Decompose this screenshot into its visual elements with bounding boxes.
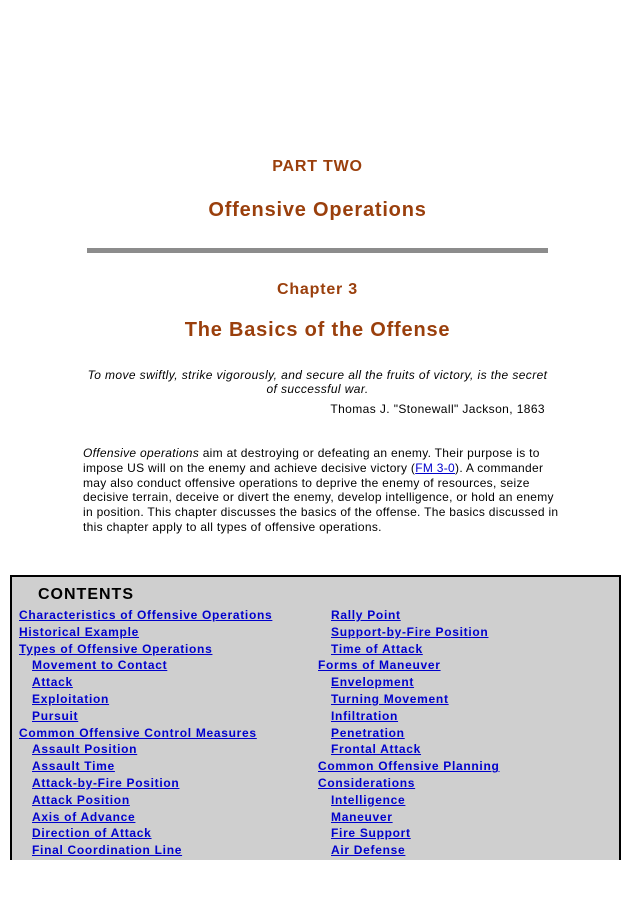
- toc-link[interactable]: Common Offensive Planning: [318, 759, 500, 774]
- intro-lead: Offensive operations: [83, 446, 200, 460]
- toc-link[interactable]: Turning Movement: [331, 691, 449, 706]
- toc-link[interactable]: Movement to Contact: [32, 658, 168, 673]
- toc-link[interactable]: Intelligence: [331, 792, 406, 807]
- contents-box: [10, 575, 621, 860]
- toc-link[interactable]: Maneuver: [331, 809, 393, 824]
- toc-link[interactable]: Support-by-Fire Position: [331, 624, 489, 639]
- toc-link[interactable]: Types of Offensive Operations: [19, 641, 213, 656]
- contents-heading: CONTENTS: [38, 586, 134, 603]
- toc-link[interactable]: Time of Attack: [331, 641, 423, 656]
- toc-link[interactable]: Attack: [32, 675, 73, 690]
- toc-link[interactable]: Penetration: [331, 725, 405, 740]
- toc-link[interactable]: Direction of Attack: [32, 826, 152, 841]
- toc-link[interactable]: Assault Position: [32, 742, 138, 757]
- toc-link[interactable]: Infiltration: [331, 708, 399, 723]
- toc-link[interactable]: Frontal Attack: [331, 742, 422, 757]
- fm-3-0-link[interactable]: FM 3-0: [415, 460, 456, 475]
- toc-link[interactable]: Common Offensive Control Measures: [19, 725, 257, 740]
- part-title: Offensive Operations: [208, 199, 427, 221]
- toc-link[interactable]: Considerations: [318, 775, 416, 790]
- toc-link[interactable]: Assault Time: [32, 759, 115, 774]
- toc-link[interactable]: Fire Support: [331, 826, 411, 841]
- toc-link[interactable]: Axis of Advance: [32, 809, 136, 824]
- intro-text-1: aim at destroying or defeating an enemy. Their purpose is to impose US will on the enemy and achieve decisive victory (: [83, 446, 540, 475]
- intro-text-2: ). A commander may also conduct offensive operations to deprive the enemy of resources, seize decisive terrain, deceive or divert the enemy, develop intelligence, or hold an enemy in position. This chapter discusses the basics of the offense. The basics discussed in this chapter apply to all types of offensive operations.: [83, 460, 559, 534]
- toc-link[interactable]: Envelopment: [331, 675, 415, 690]
- epigraph-attribution: Thomas J. "Stonewall" Jackson, 1863: [330, 402, 545, 416]
- epigraph-quote: To move swiftly, strike vigorously, and secure all the fruits of victory, is the secret of successful war.: [87, 368, 548, 396]
- toc-link[interactable]: Attack Position: [32, 792, 130, 807]
- toc-link[interactable]: Characteristics of Offensive Operations: [19, 608, 273, 622]
- contents-left-column: [19, 607, 272, 859]
- divider-rule: [87, 248, 548, 253]
- toc-link[interactable]: Rally Point: [331, 608, 401, 622]
- toc-link[interactable]: Pursuit: [32, 708, 79, 723]
- toc-link[interactable]: Exploitation: [32, 691, 110, 706]
- contents-right-column: [318, 607, 500, 859]
- toc-link[interactable]: Air Defense: [331, 843, 406, 858]
- toc-link[interactable]: Historical Example: [19, 624, 139, 639]
- chapter-label: Chapter 3: [277, 281, 358, 298]
- toc-link[interactable]: Attack-by-Fire Position: [32, 775, 180, 790]
- toc-link[interactable]: Forms of Maneuver: [318, 658, 441, 673]
- intro-paragraph: [83, 446, 567, 535]
- toc-link[interactable]: Final Coordination Line: [32, 843, 183, 858]
- chapter-title: The Basics of the Offense: [184, 319, 451, 341]
- part-label: PART TWO: [272, 158, 363, 175]
